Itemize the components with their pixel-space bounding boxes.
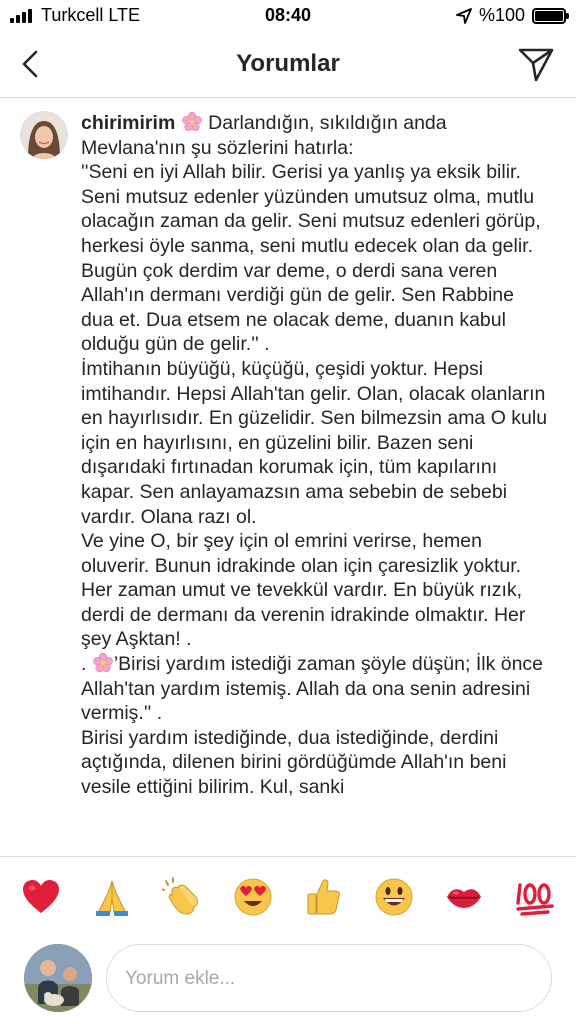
user-avatar[interactable]	[24, 944, 92, 1012]
grinning-face-emoji-button[interactable]	[373, 876, 415, 918]
kiss-lips-emoji-button[interactable]	[443, 876, 485, 918]
battery-icon	[532, 8, 566, 24]
carrier-name: Turkcell LTE	[41, 5, 141, 25]
status-bar	[0, 0, 576, 32]
page-title: Yorumlar	[236, 50, 340, 77]
heart-eyes-emoji-button[interactable]	[232, 876, 274, 918]
quote-text: ’Birisi yardım istediği zaman şöyle düşün; İlk önce Allah'tan yardım istemiş. Allah da ona senin adresini vermiş.'' .	[81, 653, 544, 725]
location-arrow-icon	[456, 8, 472, 24]
hundred-points-emoji-button[interactable]	[514, 876, 556, 918]
heart-emoji-button[interactable]	[20, 876, 62, 918]
comment-text	[81, 111, 549, 800]
comment-input-bar	[0, 936, 576, 1024]
battery-percent: %100	[478, 5, 525, 25]
paper-plane-icon[interactable]	[516, 44, 556, 84]
comment-intro: Darlandığın, sıkıldığın anda Mevlana'nın şu sözlerini hatırla:	[81, 112, 447, 159]
comment-paragraph	[81, 111, 549, 160]
dot-prefix: .	[81, 653, 92, 676]
navigation-bar	[0, 32, 576, 98]
comment-username[interactable]: chirimirim	[81, 112, 176, 134]
network-type: LTE	[108, 5, 141, 25]
comment-input-container	[106, 944, 552, 1012]
cherry-blossom-icon	[181, 111, 203, 133]
commenter-avatar[interactable]	[20, 111, 68, 159]
comment-area[interactable]	[0, 99, 576, 856]
status-time: 08:40	[264, 5, 312, 25]
cherry-blossom-icon	[92, 652, 114, 674]
comment-paragraph: Ve yine O, bir şey için ol emrini verirse, hemen oluverir. Bunun idrakinde olan için çaresizlik yoktur. Her zaman umut ve tevekkül vardır. En büyük rızık, derdi de dermanı da verenin idrakinde olmaktır. Her şey Aşktan! .	[81, 530, 526, 651]
comment-paragraph	[81, 652, 549, 726]
emoji-quick-bar	[0, 856, 576, 936]
comment-input[interactable]	[125, 965, 525, 993]
comment-paragraph: ''Seni en iyi Allah bilir. Gerisi ya yanlış ya eksik bilir. Seni mutsuz edenler yüzünden umutsuz olma, mutlu olacağın zaman da gelir. Seni mutsuz edenleri görüp, herkesi öyle sanma, seni mutlu edecek olan da gelir. Bugün çok derdim var deme, o derdi sana veren Allah'ın dermanı verdiği gün de gelir. Sen Rabbine dua et. Dua etsem ne olacak deme, duanın kabul olduğu gün de gelir.'' .	[81, 161, 541, 356]
status-right	[456, 5, 566, 26]
comment-paragraph: İmtihanın büyüğü, küçüğü, çeşidi yoktur. Hepsi imtihandır. Hepsi Allah'tan gelir. Olan, olacak olanların en hayırlısıdır. En güzelidir. Sen bilmezsin ama O kulu için en hayırlısını, en güzelini bilir. Bazen seni dışarıdaki fırtınadan korumak için, tüm kapılarını kapar. Sen anlayamazsın ama sebebin de sebebi vardır. Olana razı ol.	[81, 357, 548, 528]
folded-hands-emoji-button[interactable]	[91, 876, 133, 918]
clapping-hands-emoji-button[interactable]	[161, 876, 203, 918]
comment-paragraph: Birisi yardım istediğinde, dua istediğinde, derdini açtığında, dilenen birini gördüğümde Allah'ın beni vesile ettiğini bilirim. Kul, sanki	[81, 726, 507, 799]
thumbs-up-emoji-button[interactable]	[302, 876, 344, 918]
